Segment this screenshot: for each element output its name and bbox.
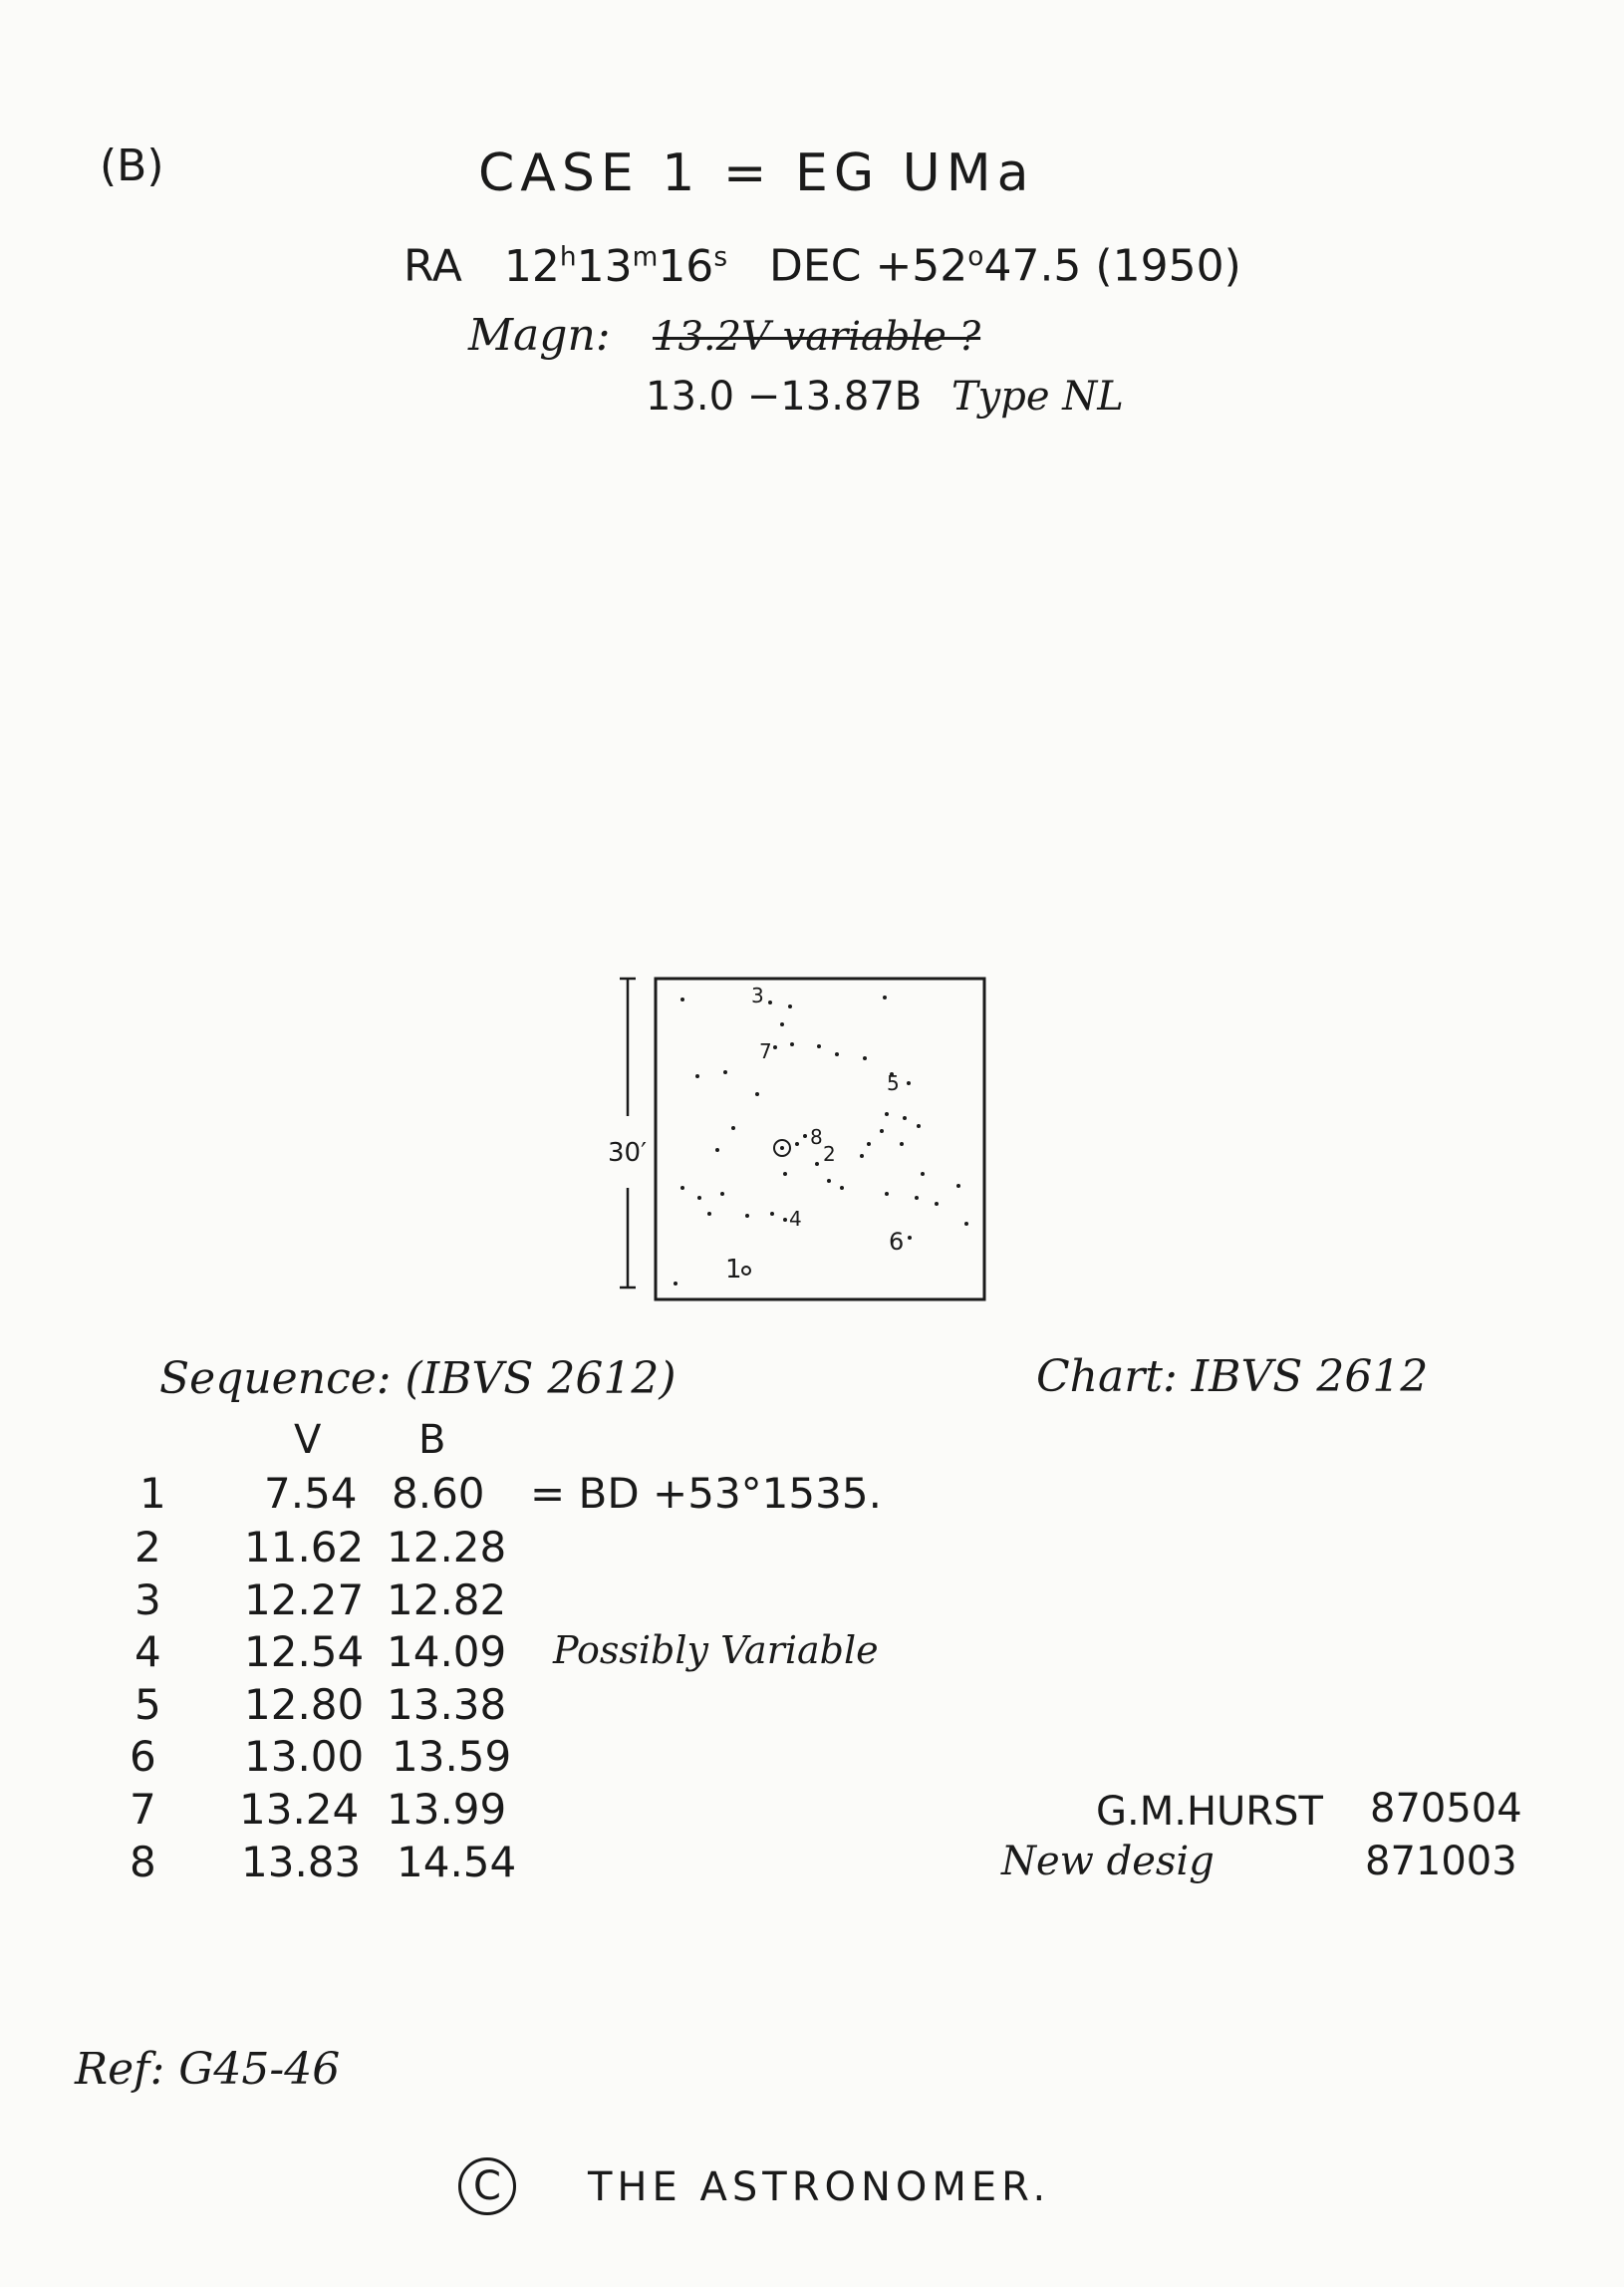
row-number: 6 [130, 1732, 156, 1781]
row-number: 1 [139, 1469, 166, 1518]
star-label-5: 5 [887, 1071, 900, 1095]
magn-struck-value: 13.2V variable ? [653, 314, 981, 360]
v-magnitude: 13.24 [239, 1785, 360, 1834]
v-magnitude: 12.54 [244, 1627, 365, 1676]
star-label-4: 4 [789, 1207, 802, 1231]
section-label: (B) [100, 141, 164, 191]
b-magnitude: 12.28 [387, 1523, 507, 1572]
comparison-star-7 [773, 1045, 777, 1049]
row-number: 7 [130, 1785, 156, 1834]
scale-label: 30′ [608, 1138, 647, 1168]
variable-type: Type NL [951, 374, 1124, 420]
copyright-text: THE ASTRONOMER. [588, 2164, 1051, 2210]
reference: Ref: G45-46 [75, 2044, 341, 2095]
variable-star-center [780, 1146, 784, 1150]
row-number: 4 [135, 1627, 161, 1676]
b-magnitude: 13.38 [387, 1680, 507, 1729]
finder-chart-svg [608, 967, 1006, 1305]
row-note: Possibly Variable [553, 1628, 879, 1672]
row-number: 2 [135, 1523, 161, 1572]
b-magnitude: 12.82 [387, 1575, 507, 1624]
column-header-v: V [294, 1417, 322, 1463]
comparison-star-4 [783, 1218, 787, 1222]
copyright-symbol: C [473, 2163, 501, 2209]
dec-label: DEC [769, 240, 862, 292]
sequence-title: Sequence: (IBVS 2612) [159, 1353, 677, 1404]
row-number: 5 [135, 1680, 161, 1729]
dec-minutes: 47.5 [983, 240, 1082, 292]
row-note: = BD +53°1535. [530, 1469, 882, 1518]
page-title: CASE 1 = EG UMa [478, 143, 1035, 203]
magn-label: Magn: [468, 310, 611, 361]
v-magnitude: 11.62 [244, 1523, 365, 1572]
comparison-star-8 [803, 1134, 807, 1138]
ra-label: RA [404, 240, 462, 292]
new-designation-date: 871003 [1365, 1839, 1517, 1884]
copyright-icon [458, 2157, 516, 2215]
ra-hours: 12 [503, 240, 560, 292]
finder-chart [608, 967, 1006, 1309]
comparison-star-5 [907, 1081, 911, 1085]
star-label-3: 3 [751, 984, 764, 1007]
star-label-1: 1 [725, 1255, 742, 1285]
b-magnitude: 13.99 [387, 1785, 507, 1834]
row-number: 8 [130, 1838, 156, 1886]
epoch: (1950) [1095, 240, 1241, 292]
v-magnitude: 7.54 [264, 1469, 358, 1518]
star-label-2: 2 [823, 1142, 836, 1166]
star-label-8: 8 [810, 1125, 823, 1149]
b-magnitude: 13.59 [392, 1732, 512, 1781]
b-magnitude: 14.54 [397, 1838, 517, 1886]
comparison-star-1 [742, 1267, 750, 1275]
b-magnitude: 14.09 [387, 1627, 507, 1676]
star-label-7: 7 [759, 1039, 772, 1063]
author-date: 870504 [1370, 1786, 1522, 1832]
column-header-b: B [418, 1417, 446, 1463]
coordinates-line: RA 12$^h$13$^m$16$^s$ DEC $+52^o47.5$ (1950) [404, 240, 1241, 292]
comparison-star-6 [908, 1236, 912, 1240]
ra-seconds: 16 [658, 240, 714, 292]
dec-degrees: +52 [875, 240, 968, 292]
ra-value: 12$^h$13$^m$16$^s$ [503, 240, 728, 292]
row-number: 3 [135, 1575, 161, 1624]
ra-minutes: 13 [576, 240, 633, 292]
v-magnitude: 13.83 [241, 1838, 362, 1886]
comparison-star-2 [815, 1162, 819, 1166]
v-magnitude: 13.00 [244, 1732, 365, 1781]
magn-range: 13.0 −13.87B [646, 374, 923, 420]
comparison-star-3 [768, 1001, 772, 1004]
b-magnitude: 8.60 [392, 1469, 485, 1518]
v-magnitude: 12.27 [244, 1575, 365, 1624]
chart-reference: Chart: IBVS 2612 [1036, 1351, 1429, 1402]
star-label-6: 6 [889, 1228, 905, 1256]
new-designation-label: New desig [1001, 1839, 1215, 1884]
author-name: G.M.HURST [1096, 1789, 1323, 1835]
v-magnitude: 12.80 [244, 1680, 365, 1729]
